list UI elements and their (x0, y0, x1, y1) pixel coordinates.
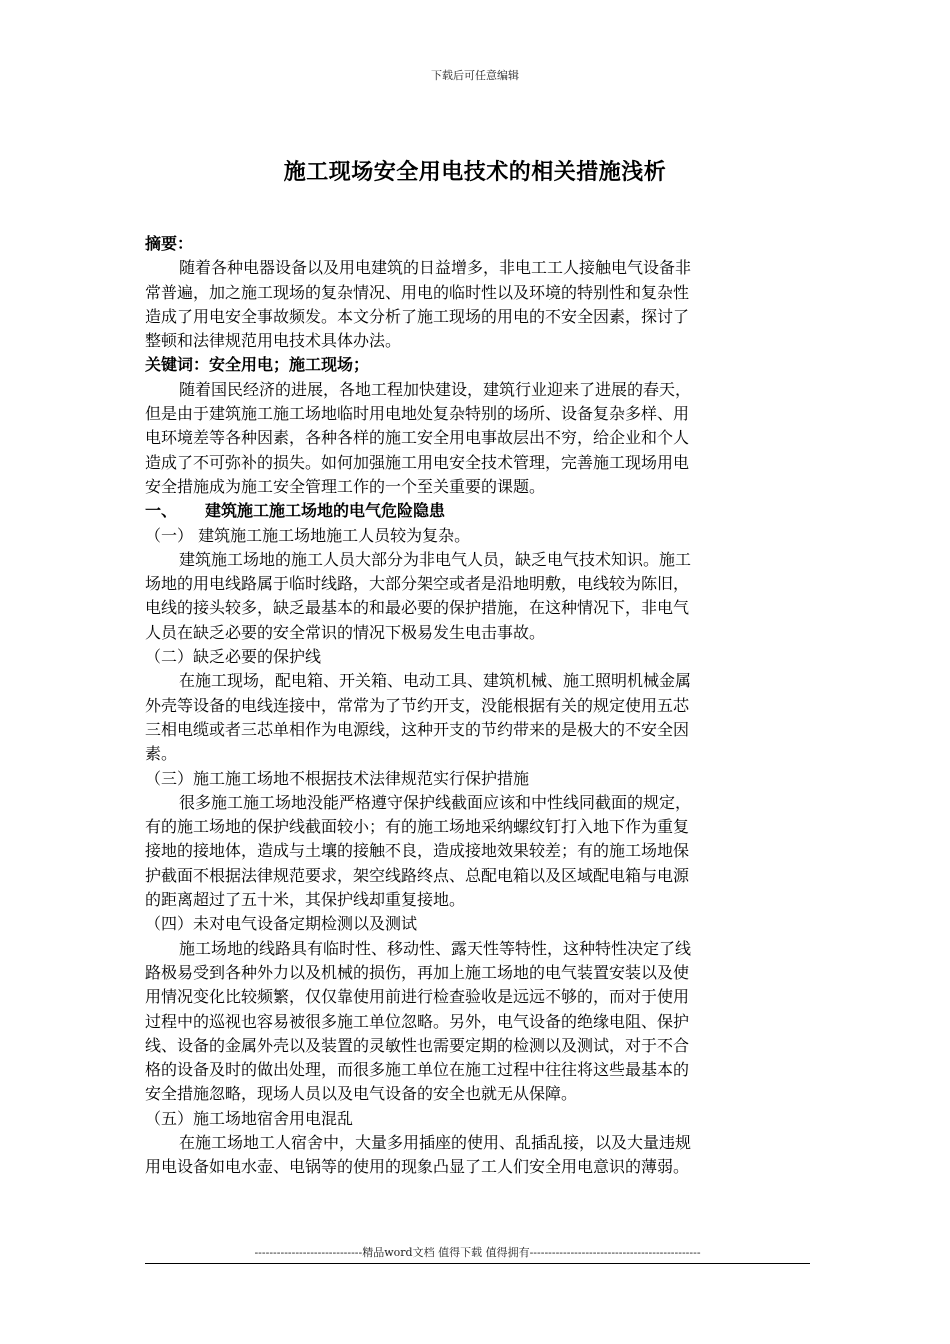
document-title: 施工现场安全用电技术的相关措施浅析 (283, 159, 667, 185)
subsection-heading: （四）未对电气设备定期检测以及测试 (145, 914, 418, 934)
keywords: 关键词：安全用电；施工现场； (145, 355, 370, 375)
intro-line: 安全措施成为施工安全管理工作的一个至关重要的课题。 (145, 476, 546, 496)
intro-line: 电环境差等各种因素，各种各样的施工安全用电事故层出不穷，给企业和个人 (145, 428, 690, 448)
paragraph-line: 的距离超过了五十米，其保护线却重复接地。 (145, 890, 466, 910)
paragraph-line: 线、设备的金属外壳以及装置的灵敏性也需要定期的检测以及测试，对于不合 (145, 1035, 690, 1055)
paragraph-line: 人员在缺乏必要的安全常识的情况下极易发生电击事故。 (145, 622, 546, 642)
page-header: 下载后可任意编辑 (431, 69, 519, 82)
paragraph-line: 素。 (145, 744, 178, 764)
paragraph-line: 用情况变化比较频繁，仅仅靠使用前进行检查验收是远远不够的，而对于使用 (145, 987, 690, 1007)
page-footer: -----------------------------精品word文档 值得下载 值得拥有---------------------------------------------- (254, 1246, 701, 1259)
paragraph-line: 施工场地的线路具有临时性、移动性、露天性等特性，这种特性决定了线 (179, 938, 692, 958)
abstract-line: 整顿和法律规范用电技术具体办法。 (145, 331, 402, 351)
paragraph-line: 在施工现场，配电箱、开关箱、电动工具、建筑机械、施工照明机械金属 (179, 671, 692, 691)
intro-line: 造成了不可弥补的损失。如何加强施工用电安全技术管理，完善施工现场用电 (145, 452, 690, 472)
paragraph-line: 外壳等设备的电线连接中，常常为了节约开支，没能根据有关的规定使用五芯 (145, 695, 690, 715)
paragraph-line: 接地的接地体，造成与土壤的接触不良，造成接地效果较差；有的施工场地保 (145, 841, 690, 861)
paragraph-line: 路极易受到各种外力以及机械的损伤，再加上施工场地的电气装置安装以及使 (145, 962, 690, 982)
section-heading (145, 499, 810, 523)
abstract-line: 随着各种电器设备以及用电建筑的日益增多，非电工工人接触电气设备非 (179, 258, 692, 278)
paragraph-line: 场地的用电线路属于临时线路，大部分架空或者是沿地明敷，电线较为陈旧， (145, 574, 690, 594)
abstract-line: 常普遍，加之施工现场的复杂情况、用电的临时性以及环境的特别性和复杂性 (145, 282, 690, 302)
paragraph-line: 有的施工场地的保护线截面较小；有的施工场地采纳螺纹钉打入地下作为重复 (145, 817, 690, 837)
intro-line: 但是由于建筑施工施工场地临时用电地处复杂特别的场所、设备复杂多样、用 (145, 404, 690, 424)
section-number: 一、 (145, 501, 178, 521)
paragraph-line: 建筑施工场地的施工人员大部分为非电气人员，缺乏电气技术知识。施工 (179, 549, 692, 569)
paragraph-line: 护截面不根据法律规范要求，架空线路终点、总配电箱以及区域配电箱与电源 (145, 865, 690, 885)
paragraph-line: 在施工场地工人宿舍中，大量多用插座的使用、乱插乱接，以及大量违规 (179, 1132, 692, 1152)
intro-line: 随着国民经济的进展，各地工程加快建设，建筑行业迎来了进展的春天， (179, 379, 692, 399)
subsection-heading: （一） 建筑施工施工场地施工人员较为复杂。 (145, 525, 471, 545)
abstract-line: 造成了用电安全事故频发。本文分析了施工现场的用电的不安全因素，探讨了 (145, 306, 690, 326)
footer-divider (145, 1263, 810, 1264)
paragraph-line: 过程中的巡视也容易被很多施工单位忽略。另外，电气设备的绝缘电阻、保护 (145, 1011, 690, 1031)
document-body (145, 232, 810, 1180)
subsection-heading: （五）施工场地宿舍用电混乱 (145, 1108, 354, 1128)
paragraph-line: 电线的接头较多，缺乏最基本的和最必要的保护措施，在这种情况下，非电气 (145, 598, 690, 618)
section-title: 建筑施工施工场地的电气危险隐患 (205, 501, 446, 521)
abstract-label: 摘要： (145, 234, 194, 253)
subsection-heading: （三）施工施工场地不根据技术法律规范实行保护措施 (145, 768, 530, 788)
paragraph-line: 很多施工施工场地没能严格遵守保护线截面应该和中性线同截面的规定， (179, 792, 692, 812)
paragraph-line: 三相电缆或者三芯单相作为电源线，这种开支的节约带来的是极大的不安全因 (145, 719, 690, 739)
paragraph-line: 安全措施忽略，现场人员以及电气设备的安全也就无从保障。 (145, 1084, 578, 1104)
paragraph-line: 格的设备及时的做出处理，而很多施工单位在施工过程中往往将这些最基本的 (145, 1060, 690, 1080)
paragraph-line: 用电设备如电水壶、电锅等的使用的现象凸显了工人们安全用电意识的薄弱。 (145, 1157, 690, 1177)
subsection-heading: （二）缺乏必要的保护线 (145, 647, 322, 667)
